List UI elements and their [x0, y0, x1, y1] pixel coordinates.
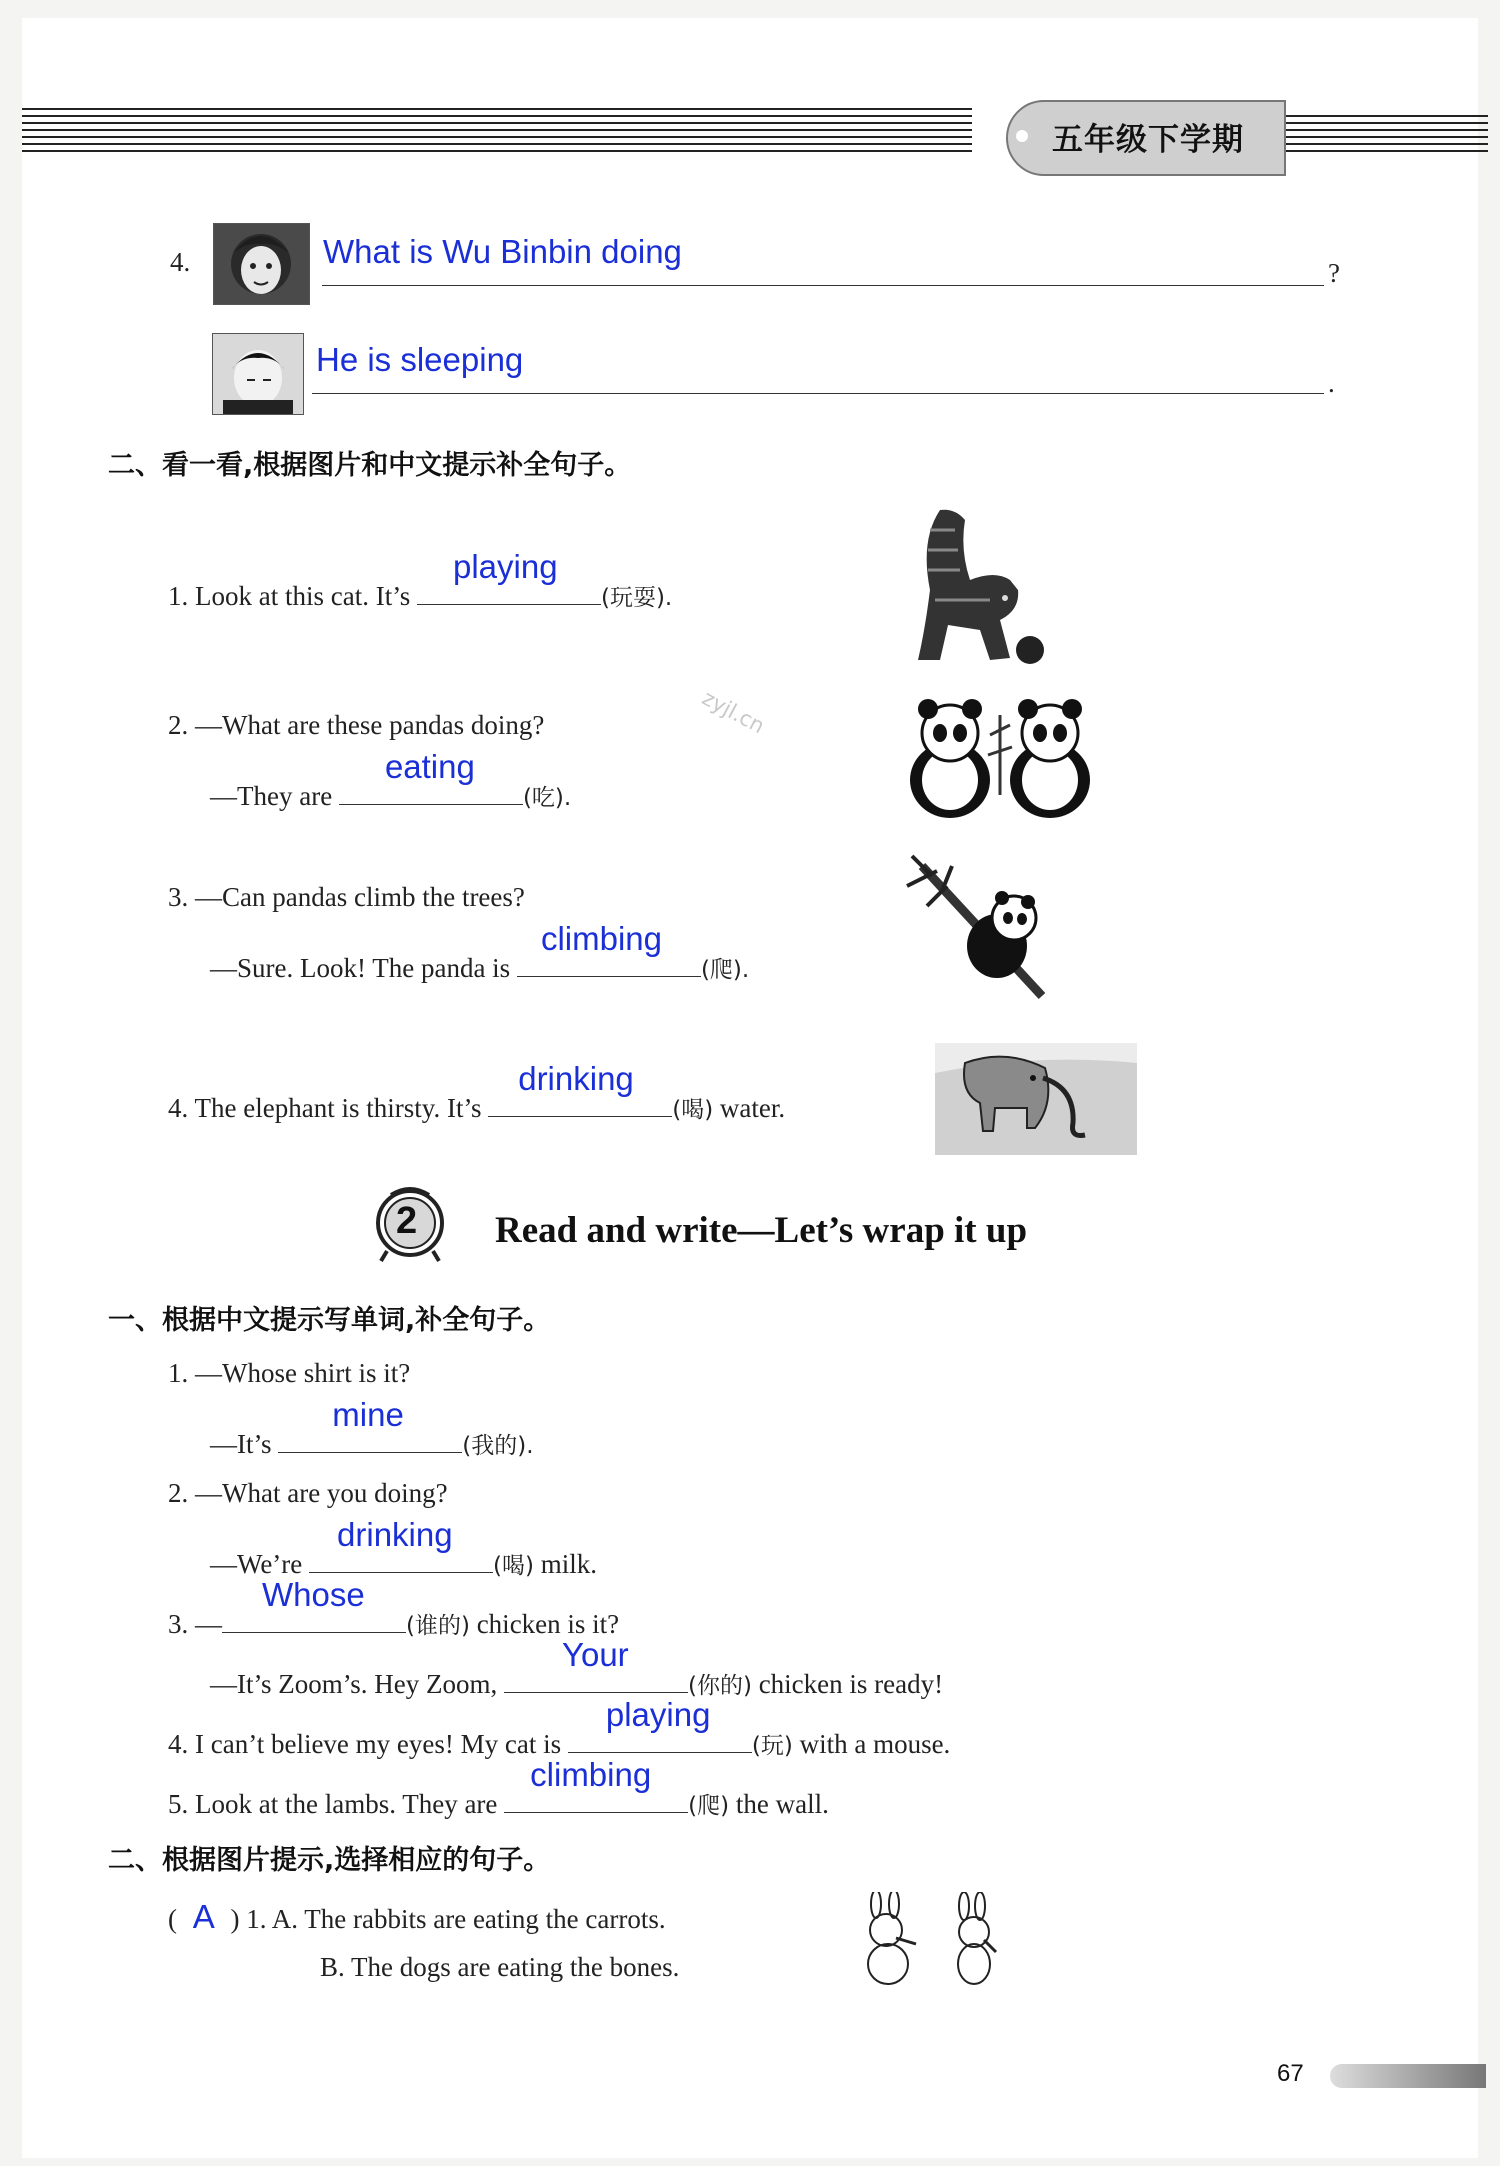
chinese-hint: (你的): [687, 1673, 752, 1699]
option-a: A. The rabbits are eating the carrots.: [271, 1904, 666, 1934]
item-text: I can’t believe my eyes! My cat is: [195, 1729, 562, 1759]
answer: mine: [332, 1396, 404, 1433]
choice-answer: A: [192, 1898, 215, 1935]
s3-item-3-line-2: [210, 1636, 944, 1700]
option-b: B. The dogs are eating the bones.: [320, 1952, 680, 1982]
item-text: the wall.: [735, 1789, 829, 1819]
answer: drinking: [518, 1060, 634, 1097]
answer-blank: [568, 1696, 752, 1753]
header-rule-left: [22, 108, 972, 152]
item-text: —Whose shirt is it?: [195, 1358, 411, 1388]
s3-item-5: [168, 1756, 829, 1820]
answer: drinking: [337, 1516, 453, 1553]
answer: playing: [452, 548, 558, 585]
chinese-hint: (爬): [688, 1793, 730, 1819]
s3-item-1-line-2: [210, 1396, 534, 1460]
paren-open: (: [168, 1904, 177, 1934]
chinese-hint: (喝): [493, 1553, 534, 1579]
s3-item-2-line-2: [210, 1516, 597, 1580]
item-text: Look at the lambs. They are: [195, 1789, 498, 1819]
s3-item-4: [168, 1696, 951, 1760]
item-2-line-1: [168, 710, 544, 741]
answer: playing: [605, 1696, 711, 1733]
answer-blank: [222, 1576, 406, 1633]
item-number: 3.: [168, 882, 189, 912]
answer-blank: [504, 1636, 688, 1693]
panda-climbing-illustration-icon: [902, 846, 1054, 1006]
chinese-hint: (玩耍).: [600, 585, 673, 611]
item-number: 5.: [168, 1789, 189, 1819]
answer-line: [312, 393, 1324, 394]
section-heading: 二、根据图片提示,选择相应的句子。: [108, 1845, 551, 1876]
period-mark: .: [1328, 368, 1335, 398]
section-heading: 二、看一看,根据图片和中文提示补全句子。: [108, 450, 632, 481]
answer-blank: [278, 1396, 462, 1453]
question-mark: ?: [1328, 258, 1340, 288]
chinese-hint: (爬).: [700, 957, 750, 983]
s4-item-1: [168, 1898, 666, 1936]
s3-item-3-line-1: [168, 1576, 620, 1640]
rabbits-illustration-icon: [856, 1892, 1006, 1987]
item-3-line-1: [168, 882, 525, 913]
answer: Whose: [262, 1576, 365, 1613]
answer: climbing: [540, 920, 662, 957]
item-text: —Sure. Look! The panda is: [210, 953, 511, 983]
item-number: 4.: [168, 1729, 189, 1759]
page-number-bar: [1330, 2064, 1486, 2088]
item-number: 4.: [168, 1093, 189, 1123]
item-number: 1.: [168, 581, 189, 611]
pandas-illustration-icon: [900, 695, 1105, 820]
elephant-illustration-icon: [935, 1043, 1137, 1155]
item-3-line-2: [210, 920, 750, 984]
paren-close: ): [230, 1904, 240, 1934]
item-text: —Can pandas climb the trees?: [195, 882, 525, 912]
item-number: 1.: [246, 1904, 267, 1934]
answer-blank: [517, 920, 701, 977]
item-text: —It’s: [210, 1429, 272, 1459]
chinese-hint: (玩): [751, 1733, 793, 1759]
grade-label: 五年级下学期: [1052, 122, 1244, 158]
item-number: 1.: [168, 1358, 189, 1388]
answer-sentence: He is sleeping: [316, 341, 524, 378]
item-text: —They are: [210, 781, 333, 811]
answer: eating: [384, 748, 475, 785]
item-text: Look at this cat. It’s: [195, 581, 411, 611]
item-4: [168, 1060, 786, 1124]
girl-portrait-icon: [213, 223, 310, 305]
bullet-icon: [1016, 130, 1028, 142]
item-text: with a mouse.: [799, 1729, 951, 1759]
cat-illustration-icon: [900, 500, 1050, 670]
answer-blank: [339, 748, 523, 805]
chinese-hint: (喝): [672, 1097, 714, 1123]
item-text: water.: [719, 1093, 786, 1123]
item-text: chicken is it?: [476, 1609, 620, 1639]
answer-blank: [504, 1756, 688, 1813]
item-text: —What are you doing?: [195, 1478, 448, 1508]
item-number: 2.: [168, 1478, 189, 1508]
item-number: 2.: [168, 710, 189, 740]
answer-question: What is Wu Binbin doing: [323, 233, 682, 270]
section-heading: 一、根据中文提示写单词,补全句子。: [108, 1305, 551, 1336]
item-number: 3.: [168, 1609, 189, 1639]
item-2-line-2: [210, 748, 572, 812]
watermark: zyjl.cn: [698, 685, 769, 739]
item-text: —It’s Zoom’s. Hey Zoom,: [210, 1669, 498, 1699]
chinese-hint: (谁的): [406, 1613, 470, 1639]
item-text: The elephant is thirsty. It’s: [194, 1093, 482, 1123]
answer-line: [322, 285, 1324, 286]
answer-blank: [417, 548, 601, 605]
page-number: 67: [1277, 2060, 1304, 2087]
item-text: —What are these pandas doing?: [195, 710, 545, 740]
item-text: milk.: [540, 1549, 597, 1579]
answer-blank: [488, 1060, 672, 1117]
boy-portrait-icon: [212, 333, 304, 415]
item-text: chicken is ready!: [758, 1669, 944, 1699]
question-number: 4.: [170, 247, 191, 277]
chinese-hint: (吃).: [522, 785, 572, 811]
header-rule-right: [1278, 115, 1488, 155]
item-1: [168, 548, 673, 612]
item-text: —We’re: [210, 1549, 303, 1579]
s3-item-2-line-1: [168, 1478, 448, 1509]
answer-blank: [309, 1516, 493, 1573]
item-text: —: [195, 1609, 222, 1639]
answer: Your: [561, 1636, 629, 1673]
unit-number: 2: [396, 1200, 418, 1242]
chinese-hint: (我的).: [462, 1433, 534, 1459]
answer: climbing: [530, 1756, 652, 1793]
unit-title: Read and write—Let’s wrap it up: [495, 1210, 1028, 1251]
s3-item-1-line-1: [168, 1358, 410, 1389]
